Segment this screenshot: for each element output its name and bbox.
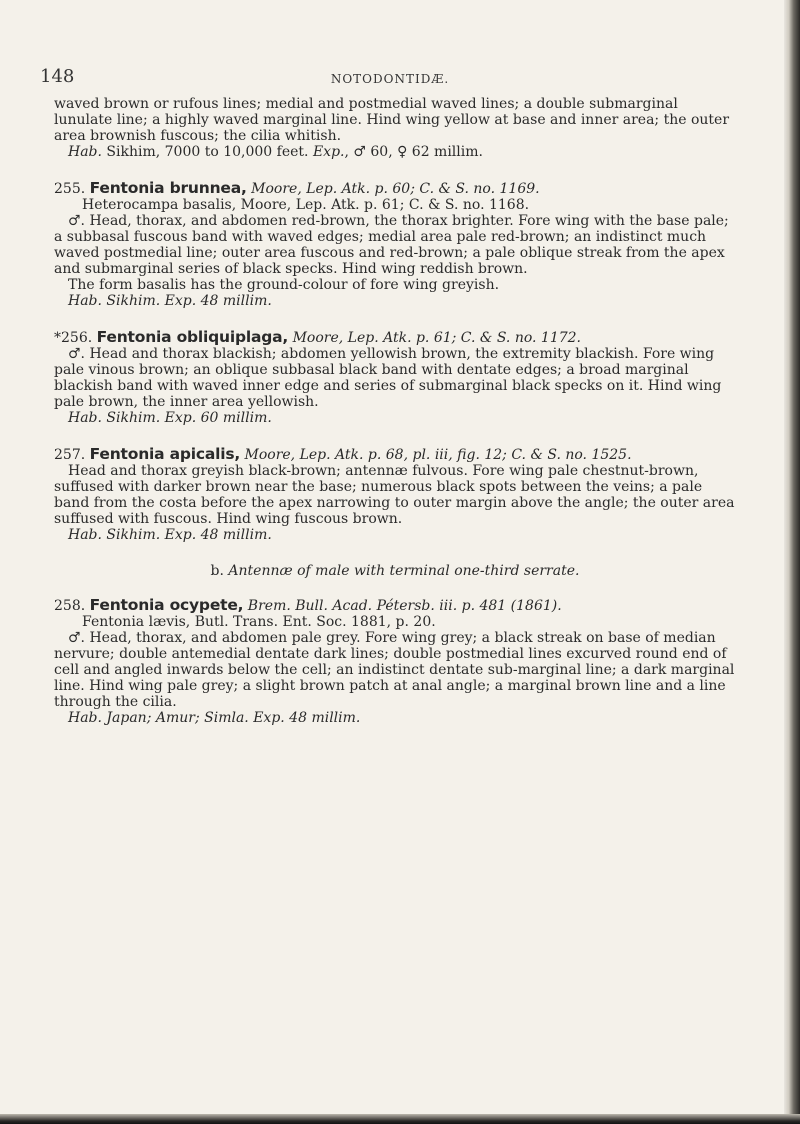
section-title: Antennæ of male with terminal one-third serrate. (228, 563, 580, 579)
species-description: Head and thorax greyish black-brown; antennæ fulvous. Fore wing pale chestnut-brown, suffused with darker brown near the base; numerous black spots between the veins; a pale band from the costa before the apex narrowing to outer margin above the angle; the outer area suffused with fuscous. Hind wing fuscous brown. (54, 463, 735, 527)
entry-title (54, 329, 736, 346)
page-header (40, 66, 760, 88)
hab-label: Hab. (68, 144, 102, 160)
running-head: NOTODONTIDÆ. (330, 72, 450, 86)
entry-number: 255. (54, 181, 86, 197)
species-reference: Moore, Lep. Atk. p. 61; C. & S. no. 1172. (288, 330, 582, 346)
species-habitat: Hab. Sikhim. Exp. 48 millim. (68, 293, 272, 309)
species-entry-256 (54, 329, 736, 426)
species-habitat: Hab. Sikhim. Exp. 48 millim. (68, 527, 272, 543)
entry-title (54, 597, 736, 614)
intro-habitat (54, 144, 736, 160)
page-bottom-edge (0, 1114, 800, 1124)
page-number: 148 (40, 66, 75, 87)
species-name: Fentonia obliquiplaga, (96, 328, 289, 346)
entry-title (54, 180, 736, 197)
synonym-line: Fentonia lævis, Butl. Trans. Ent. Soc. 1881, p. 20. (82, 614, 436, 630)
species-description: ♂. Head, thorax, and abdomen red-brown, the thorax brighter. Fore wing with the base pale; a subbasal fuscous band with waved edges; medial area pale red-brown; an indistinct much waved postmedial line; outer area fuscous and red-brown; a pale oblique streak from the apex and submarginal series of black specks. Hind wing reddish brown. (54, 213, 729, 277)
page-body (54, 96, 736, 746)
species-description: ♂. Head and thorax blackish; abdomen yellowish brown, the extremity blackish. Fore wing pale vinous brown; an oblique subbasal black band with dentate edges; a broad marginal blackish band with waved inner edge and series of submarginal black specks on it. Hind wing pale brown, the inner area yellowish. (54, 346, 722, 410)
section-heading (54, 563, 736, 579)
species-habitat: Hab. Japan; Amur; Simla. Exp. 48 millim. (68, 710, 361, 726)
entry-title (54, 446, 736, 463)
section-letter: b. (210, 563, 224, 579)
entry-number: 258. (54, 598, 86, 614)
species-entry-255 (54, 180, 736, 309)
species-entry-257 (54, 446, 736, 543)
hab-text: Sikhim, 7000 to 10,000 feet. (101, 144, 313, 160)
exp-text: , ♂ 60, ♀ 62 millim. (344, 144, 483, 160)
species-entry-258 (54, 597, 736, 726)
intro-paragraph: waved brown or rufous lines; medial and postmedial waved lines; a double submarginal lunulate line; a highly waved marginal line. Hind wing yellow at base and inner area; the outer area brownish fuscous; the cilia whitish. (54, 96, 730, 144)
species-note: The form basalis has the ground-colour of fore wing greyish. (68, 277, 500, 293)
species-name: Fentonia apicalis, (89, 445, 241, 463)
species-name: Fentonia ocypete, (89, 596, 244, 614)
entry-number: 257. (54, 447, 86, 463)
entry-number: *256. (54, 330, 93, 346)
species-habitat: Hab. Sikhim. Exp. 60 millim. (68, 410, 272, 426)
species-reference: Brem. Bull. Acad. Pétersb. iii. p. 481 (1861). (243, 598, 562, 614)
species-description: ♂. Head, thorax, and abdomen pale grey. Fore wing grey; a black streak on base of median nervure; double antemedial dentate dark lines; double postmedial lines excurved round end of cell and angled inwards below the cell; an indistinct dentate sub-marginal line; a dark marginal line. Hind wing pale grey; a slight brown patch at anal angle; a marginal brown line and a line through the cilia. (54, 630, 735, 710)
species-reference: Moore, Lep. Atk. p. 68, pl. iii, fig. 12; C. & S. no. 1525. (240, 447, 632, 463)
exp-label: Exp. (312, 144, 345, 160)
page-edge-shadow (784, 0, 800, 1124)
synonym-line: Heterocampa basalis, Moore, Lep. Atk. p. 61; C. & S. no. 1168. (82, 197, 530, 213)
species-reference: Moore, Lep. Atk. p. 60; C. & S. no. 1169. (246, 181, 540, 197)
species-name: Fentonia brunnea, (89, 179, 247, 197)
